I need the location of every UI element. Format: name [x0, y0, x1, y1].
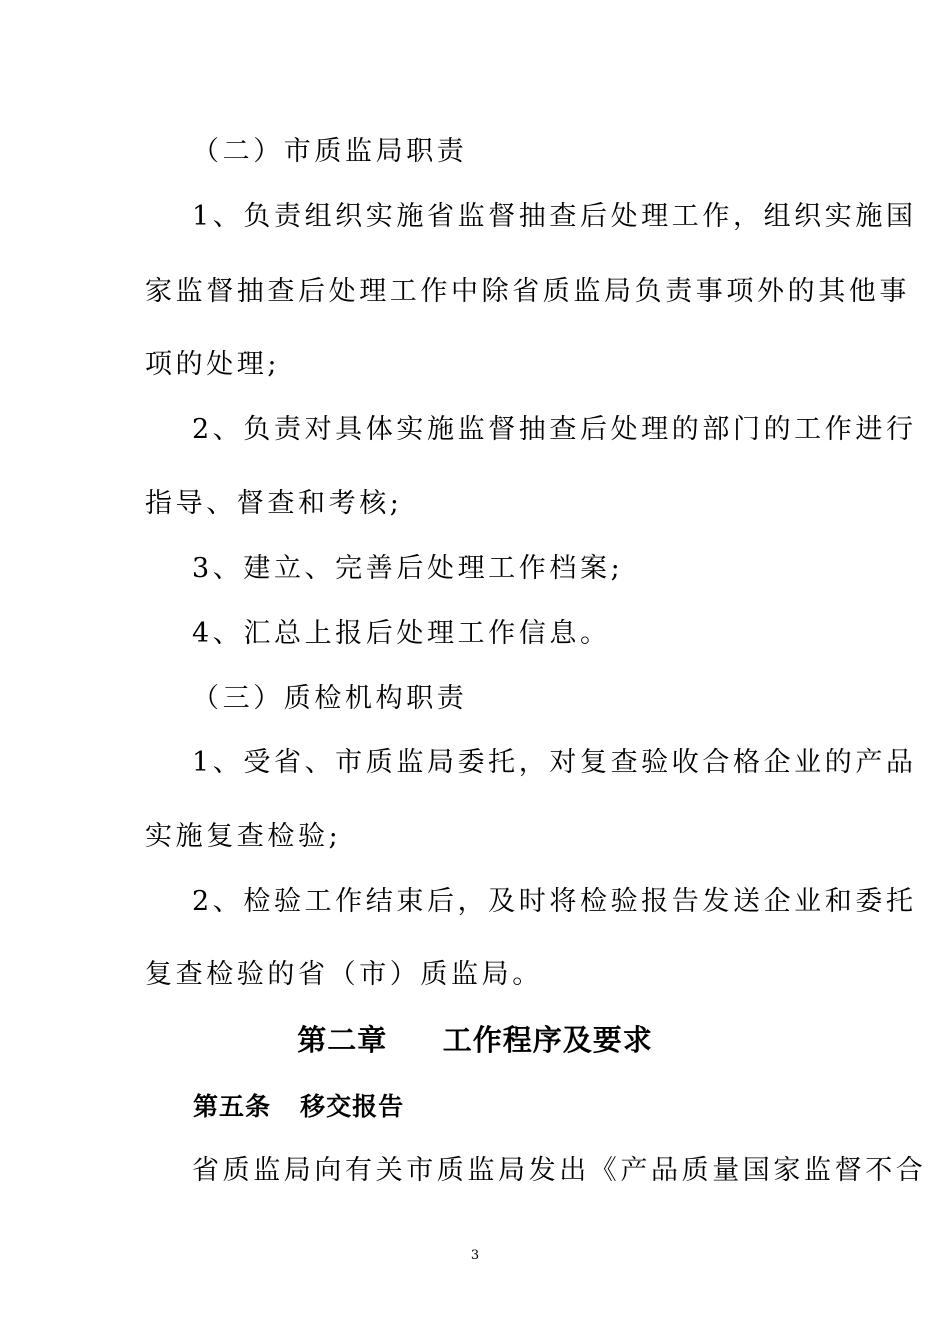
paragraph-line: 指导、督查和考核; [145, 488, 403, 519]
section-heading-inspection-agency: （三）质检机构职责 [192, 683, 468, 714]
article-heading: 第五条 移交报告 [193, 1092, 405, 1121]
paragraph-line: 1、受省、市质监局委托，对复查验收合格企业的产品 [192, 747, 917, 778]
paragraph-line: 复查检验的省（市）质监局。 [145, 959, 543, 990]
chapter-heading: 第二章 工作程序及要求 [297, 1023, 653, 1057]
paragraph-line: 1、负责组织实施省监督抽查后处理工作，组织实施国 [192, 201, 917, 232]
paragraph-line: 家监督抽查后处理工作中除省质监局负责事项外的其他事 [145, 276, 910, 307]
paragraph-line: 2、检验工作结束后，及时将检验报告发送企业和委托 [192, 886, 917, 917]
paragraph-line: 4、汇总上报后处理工作信息。 [192, 618, 611, 649]
paragraph-line: 2、负责对具体实施监督抽查后处理的部门的工作进行 [192, 414, 917, 445]
paragraph-line: 实施复查检验; [145, 821, 342, 852]
paragraph-line: 项的处理; [145, 349, 281, 380]
page-number: 3 [470, 1248, 480, 1263]
paragraph-line: 3、建立、完善后处理工作档案; [192, 553, 624, 584]
paragraph-line: 省质监局向有关市质监局发出《产品质量国家监督不合 [192, 1155, 927, 1186]
section-heading-city-bureau: （二）市质监局职责 [192, 136, 468, 167]
